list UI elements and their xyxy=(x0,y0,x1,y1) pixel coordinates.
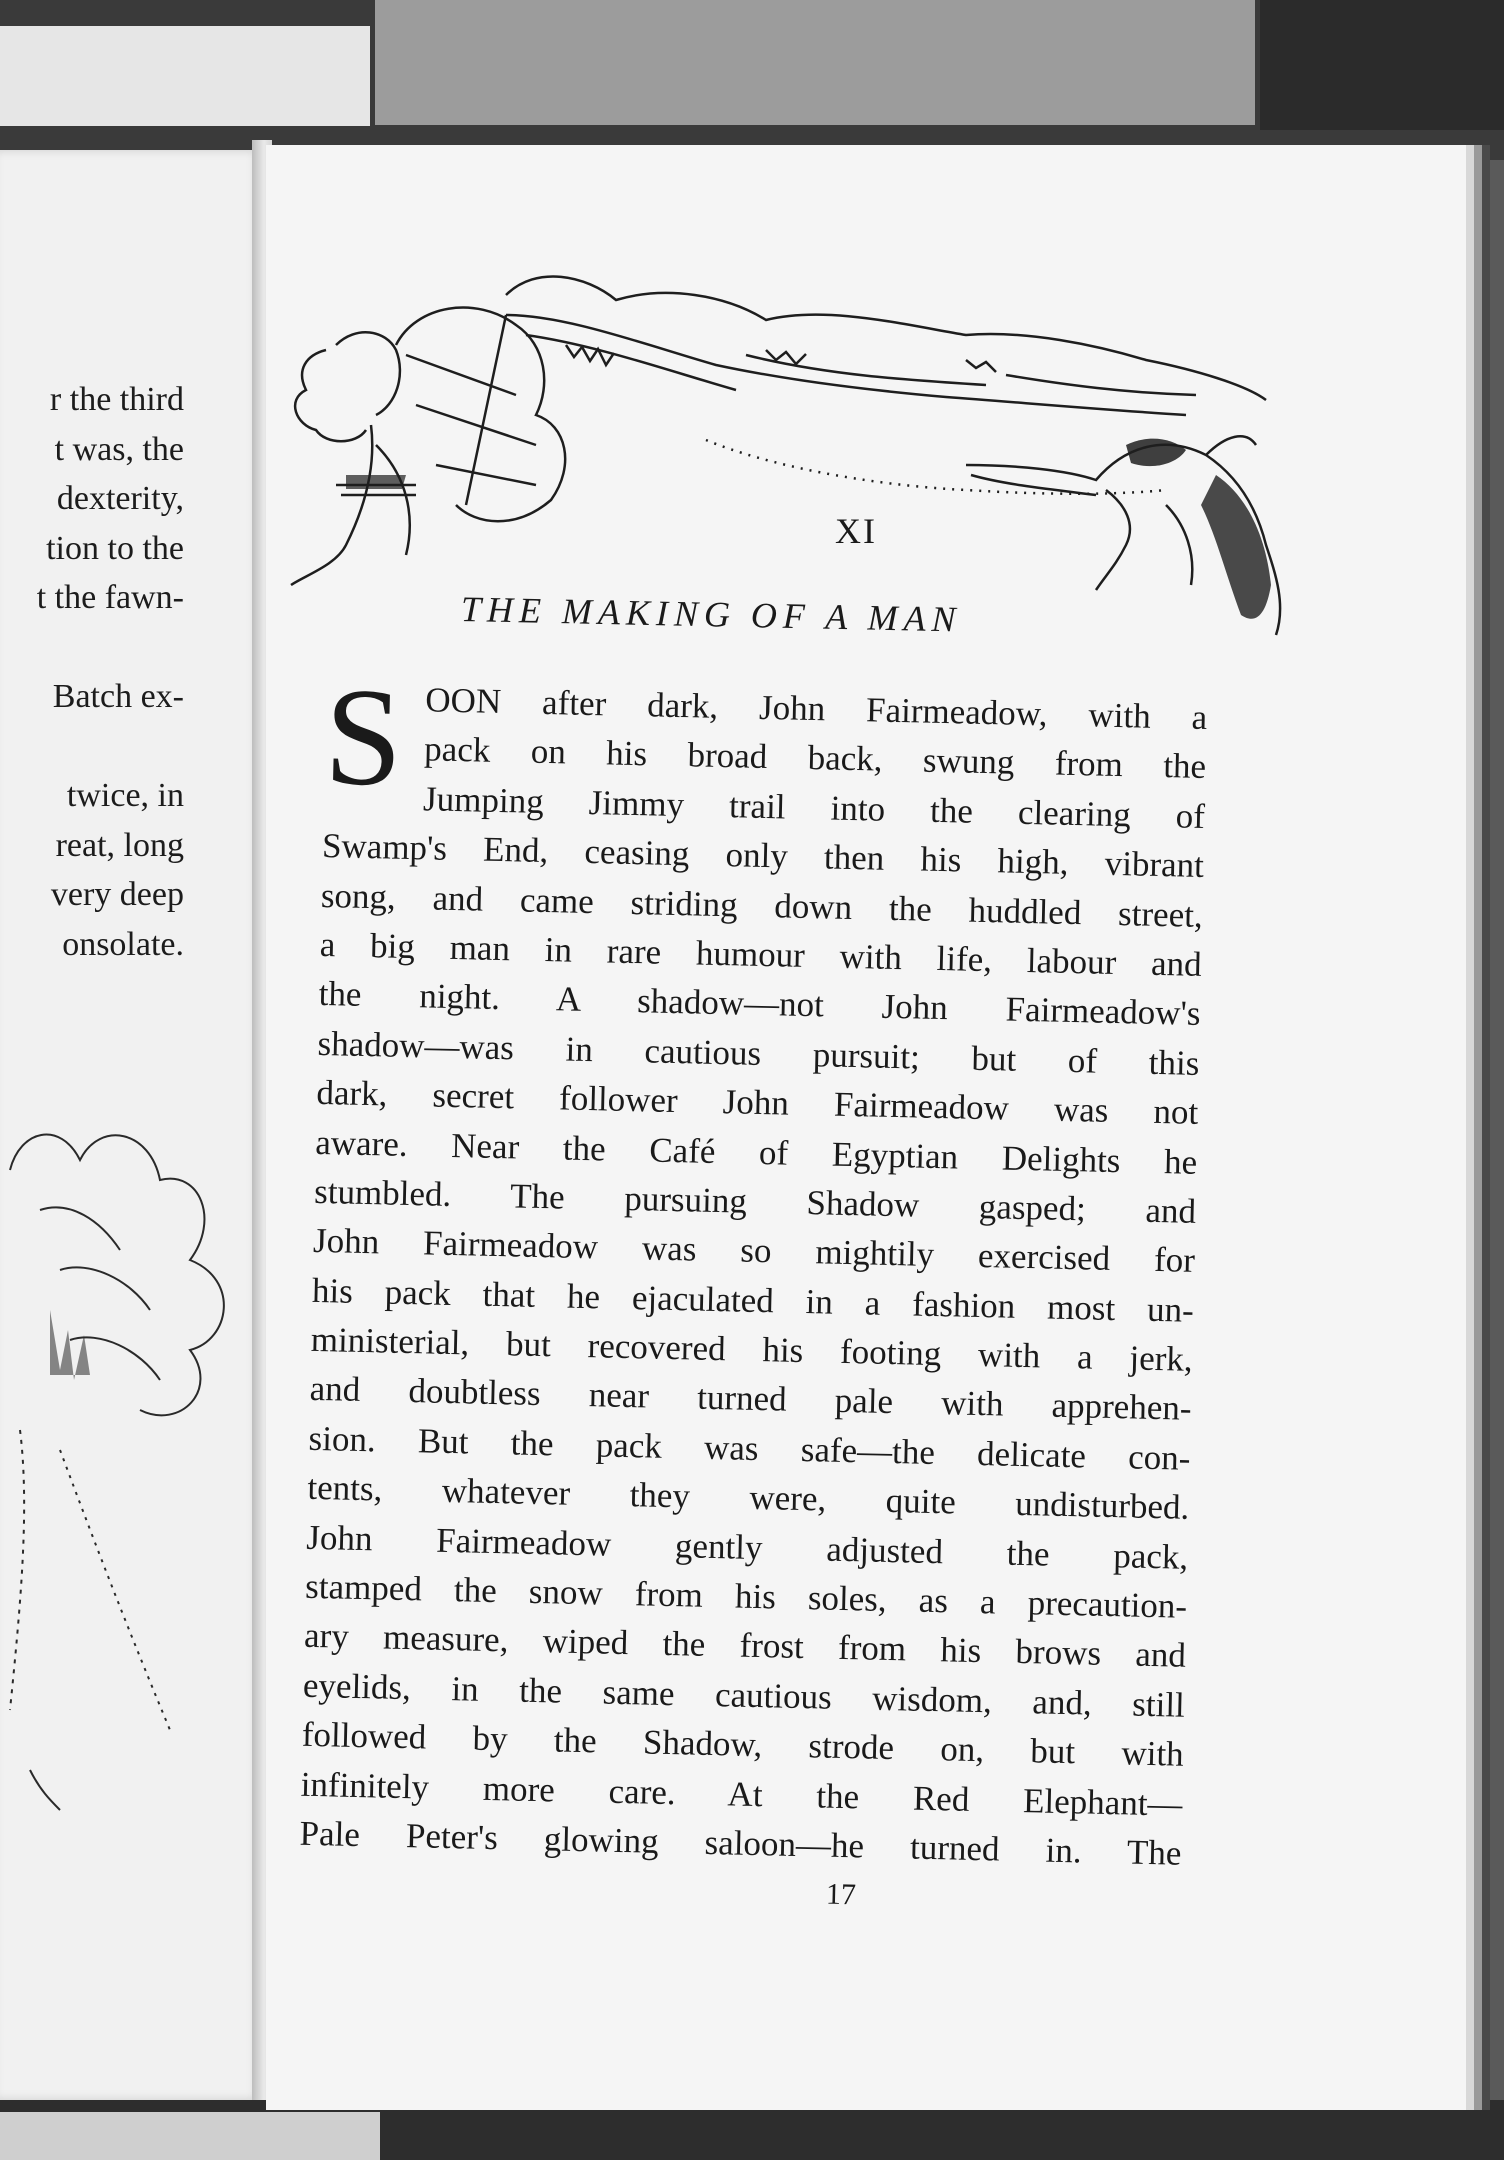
tree-illustration xyxy=(0,1010,262,1830)
text-line: Pale Peter's glowing saloon—he turned in. The xyxy=(299,1813,1182,1873)
background-card xyxy=(1260,0,1504,130)
text-line: ministerial, but recovered his footing with a jerk, xyxy=(310,1319,1194,1379)
text-line: OON after dark, John Fairmeadow, with a xyxy=(424,680,1208,737)
text-line: dark, secret follower John Fairmeadow was not xyxy=(316,1073,1199,1133)
text-line: followed by the Shadow, strode on, but with xyxy=(301,1714,1185,1774)
text-line: t the fawn- xyxy=(36,579,184,616)
background-card xyxy=(0,2112,380,2160)
chapter-number: XI xyxy=(835,511,877,551)
text-line: ary measure, wiped the frost from his brows and xyxy=(303,1616,1187,1676)
text-line: tents, whatever they were, quite undisturbed. xyxy=(307,1468,1190,1528)
background-card xyxy=(0,26,370,126)
left-page xyxy=(0,150,262,2100)
drop-cap: S xyxy=(322,659,405,816)
text-line: John Fairmeadow was so mightily exercised for xyxy=(312,1221,1196,1281)
text-line: t was, the xyxy=(54,430,184,468)
chapter-title: THE MAKING OF A MAN xyxy=(460,589,962,640)
text-line: r the third xyxy=(49,381,184,418)
text-line-blank xyxy=(0,722,184,772)
left-page-text xyxy=(0,375,184,969)
text-line: stumbled. The pursuing Shadow gasped; and xyxy=(313,1171,1197,1231)
text-line-blank xyxy=(0,623,184,673)
text-line: Jumping Jimmy trail into the clearing of xyxy=(422,779,1206,836)
text-line: his pack that he ejaculated in a fashion most un- xyxy=(311,1270,1195,1330)
text-line: shadow—was in cautious pursuit; but of this xyxy=(317,1023,1200,1083)
text-line: Swamp's End, ceasing only then his high, vibrant xyxy=(321,826,1205,886)
text-line: very deep xyxy=(50,876,184,913)
text-line: pack on his broad back, swung from the xyxy=(423,729,1207,787)
text-line: Batch ex- xyxy=(52,678,184,715)
text-line: a big man in rare humour with life, labour and xyxy=(319,924,1203,984)
text-line: John Fairmeadow gently adjusted the pack, xyxy=(305,1517,1189,1577)
background-card xyxy=(375,0,1255,125)
text-line: the night. A shadow—not John Fairmeadow's xyxy=(318,974,1201,1034)
text-line: sion. But the pack was safe—the delicate con- xyxy=(308,1418,1191,1478)
text-line: song, and came striding down the huddled street, xyxy=(320,875,1204,935)
text-line: and doubtless near turned pale with apprehen- xyxy=(309,1369,1192,1429)
text-line: aware. Near the Café of Egyptian Delights he xyxy=(314,1122,1198,1182)
text-line: onsolate. xyxy=(62,925,184,963)
page-number: 17 xyxy=(825,1877,857,1912)
text-line: stamped the snow from his soles, as a precaution- xyxy=(304,1566,1188,1626)
text-line: infinitely more care. At the Red Elephant— xyxy=(300,1764,1184,1824)
text-line: dexterity, xyxy=(56,480,184,517)
text-line: tion to the xyxy=(46,529,184,567)
text-line: eyelids, in the same cautious wisdom, and, still xyxy=(302,1665,1186,1725)
body-text xyxy=(299,659,1208,1878)
right-page xyxy=(266,145,1466,2110)
text-line: twice, in xyxy=(66,777,184,814)
background-top xyxy=(0,0,1504,160)
text-line: reat, long xyxy=(55,826,184,864)
